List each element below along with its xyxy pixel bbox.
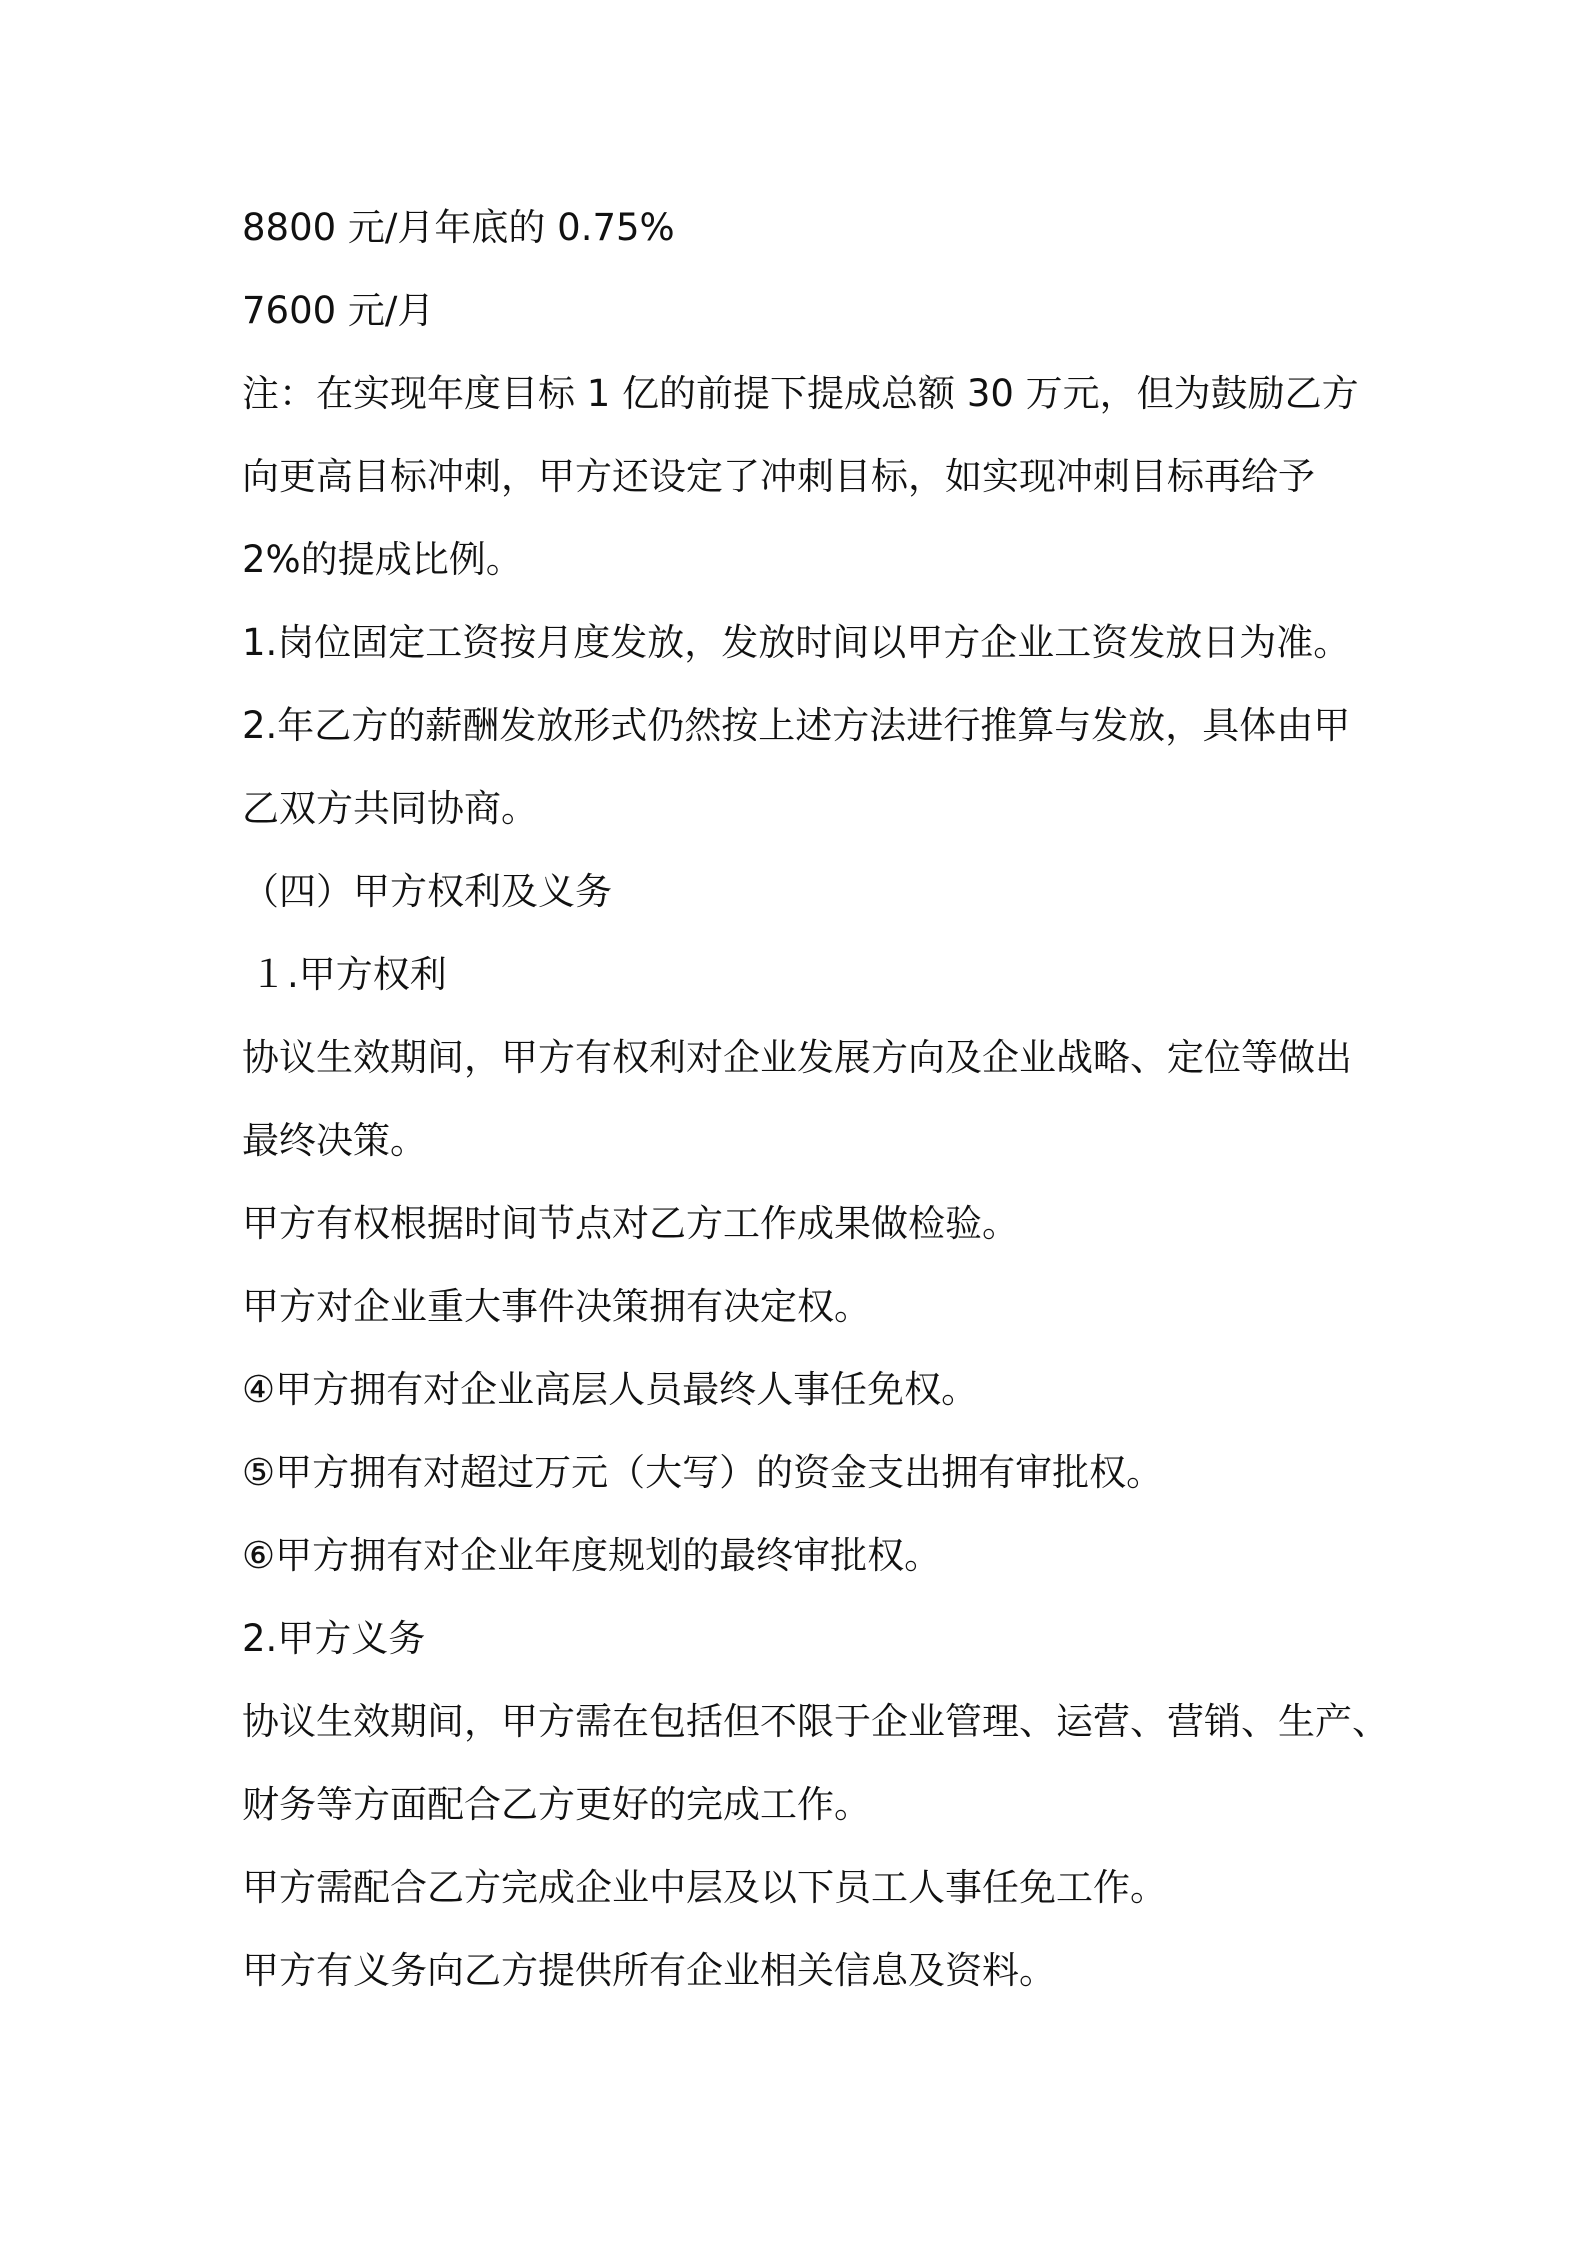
subheading-party-a-obligations: 2.甲方义务 [242, 1617, 426, 1660]
clause-2-line-1: 2.年乙方的薪酬发放形式仍然按上述方法进行推算与发放，具体由甲 [242, 704, 1351, 747]
document-body [242, 203, 1389, 2029]
note-line-1: 注：在实现年度目标 1 亿的前提下提成总额 30 万元，但为鼓励乙方 [242, 372, 1359, 415]
subheading-party-a-rights: １.甲方权利 [250, 953, 447, 996]
rights-item-2: 甲方有权根据时间节点对乙方工作成果做检验。 [242, 1202, 1019, 1245]
note-line-2: 向更高目标冲刺，甲方还设定了冲刺目标，如实现冲刺目标再给予 [242, 455, 1315, 498]
section-heading-rights-obligations: （四）甲方权利及义务 [242, 870, 612, 913]
clause-2-line-2: 乙双方共同协商。 [242, 787, 538, 830]
obligations-item-1-line-1: 协议生效期间，甲方需在包括但不限于企业管理、运营、营销、生产、 [242, 1700, 1389, 1743]
rights-item-1-line-2: 最终决策。 [242, 1119, 427, 1162]
rights-item-4: ④甲方拥有对企业高层人员最终人事任免权。 [242, 1368, 979, 1411]
rights-item-5: ⑤甲方拥有对超过万元（大写）的资金支出拥有审批权。 [242, 1451, 1164, 1494]
clause-1: 1.岗位固定工资按月度发放，发放时间以甲方企业工资发放日为准。 [242, 621, 1351, 664]
salary-line-8800: 8800 元/月年底的 0.75% [242, 206, 675, 249]
obligations-item-2: 甲方需配合乙方完成企业中层及以下员工人事任免工作。 [242, 1866, 1167, 1909]
rights-item-3: 甲方对企业重大事件决策拥有决定权。 [242, 1285, 871, 1328]
rights-item-1-line-1: 协议生效期间，甲方有权利对企业发展方向及企业战略、定位等做出 [242, 1036, 1352, 1079]
note-line-3: 2%的提成比例。 [242, 538, 523, 581]
rights-item-6: ⑥甲方拥有对企业年度规划的最终审批权。 [242, 1534, 942, 1577]
salary-line-7600: 7600 元/月 [242, 289, 435, 332]
obligations-item-1-line-2: 财务等方面配合乙方更好的完成工作。 [242, 1783, 871, 1826]
obligations-item-3: 甲方有义务向乙方提供所有企业相关信息及资料。 [242, 1949, 1056, 1992]
